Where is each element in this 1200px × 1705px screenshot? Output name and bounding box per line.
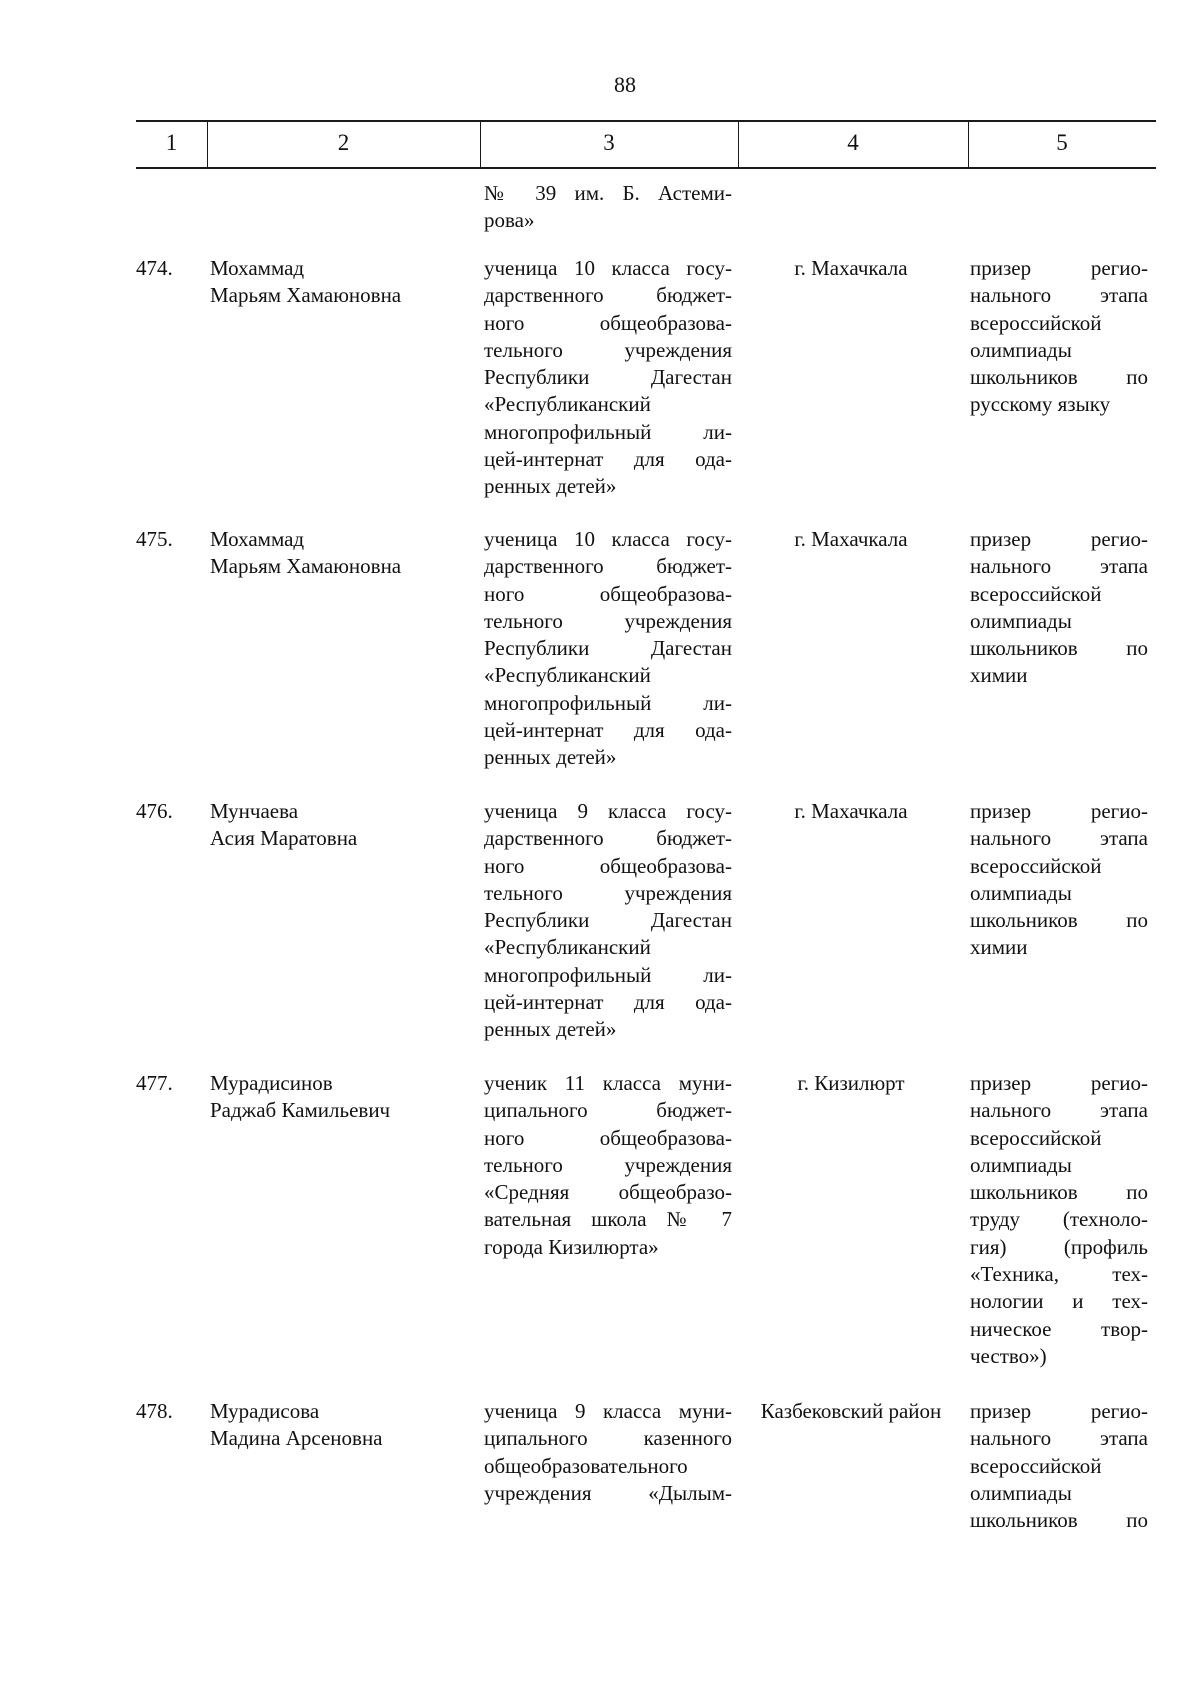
city: г. Махачкала [794, 799, 908, 823]
page-number: 88 [614, 72, 636, 97]
city: г. Кизилюрт [797, 1071, 905, 1095]
row-number: 474. [136, 256, 173, 280]
school-description: ученик 11 класса муни- ципального бюджет- ного общеобразова- тельного учреждения «Средняя общеобразо- вательная школа № 7 города Кизилюрта» [484, 1071, 732, 1259]
table-header-top-rule [136, 120, 1156, 122]
column-header-5: 5 [1056, 130, 1068, 155]
column-header-4: 4 [847, 130, 859, 155]
student-name: Мунчаева Асия Маратовна [210, 799, 358, 851]
city: г. Махачкала [794, 527, 908, 551]
student-name: Мурадисова Мадина Арсеновна [210, 1399, 383, 1451]
student-name: Мохаммад Марьям Хамаюновна [210, 527, 402, 579]
student-name: Мурадисинов Раджаб Камильевич [210, 1071, 391, 1123]
school-description: ученица 10 класса госу- дарственного бюджет- ного общеобразова- тельного учреждения Республики Дагестан «Республиканский многопрофильный ли- цей-интернат для ода- ренных детей» [484, 527, 732, 770]
award: призер регио- нального этапа всероссийской олимпиады школьников по химии [970, 799, 1148, 960]
column-header-1: 1 [165, 130, 178, 155]
column-header-2: 2 [337, 130, 350, 155]
school-description: ученица 9 класса муни- ципального казенного общеобразовательного учреждения «Дылым- [484, 1399, 732, 1505]
city: Казбековский район [760, 1399, 942, 1423]
row-number: 475. [136, 527, 173, 551]
school-description: ученица 10 класса госу- дарственного бюджет- ного общеобразова- тельного учреждения Республики Дагестан «Республиканский многопрофильный ли- цей-интернат для ода- ренных детей» [484, 256, 732, 499]
student-name: Мохаммад Марьям Хамаюновна [210, 256, 402, 308]
column-header-3: 3 [603, 130, 615, 155]
award: призер регио- нального этапа всероссийской олимпиады школьников по [970, 1399, 1148, 1533]
award: призер регио- нального этапа всероссийской олимпиады школьников по труду (техноло- гия) (профиль «Техника, тех- нологии и тех- ническое твор- чество») [970, 1071, 1148, 1368]
row-number: 476. [136, 799, 173, 823]
city: г. Махачкала [794, 256, 908, 280]
row-number: 477. [136, 1071, 173, 1095]
school-description: ученица 9 класса госу- дарственного бюджет- ного общеобразова- тельного учреждения Республики Дагестан «Республиканский многопрофильный ли- цей-интернат для ода- ренных детей» [484, 799, 732, 1042]
award: призер регио- нального этапа всероссийской олимпиады школьников по русскому языку [970, 256, 1148, 417]
row-number: 478. [136, 1399, 173, 1423]
award: призер регио- нального этапа всероссийской олимпиады школьников по химии [970, 527, 1148, 688]
continued-description: № 39 им. Б. Астеми- рова» [484, 181, 732, 233]
table-header-bottom-rule [136, 167, 1156, 169]
